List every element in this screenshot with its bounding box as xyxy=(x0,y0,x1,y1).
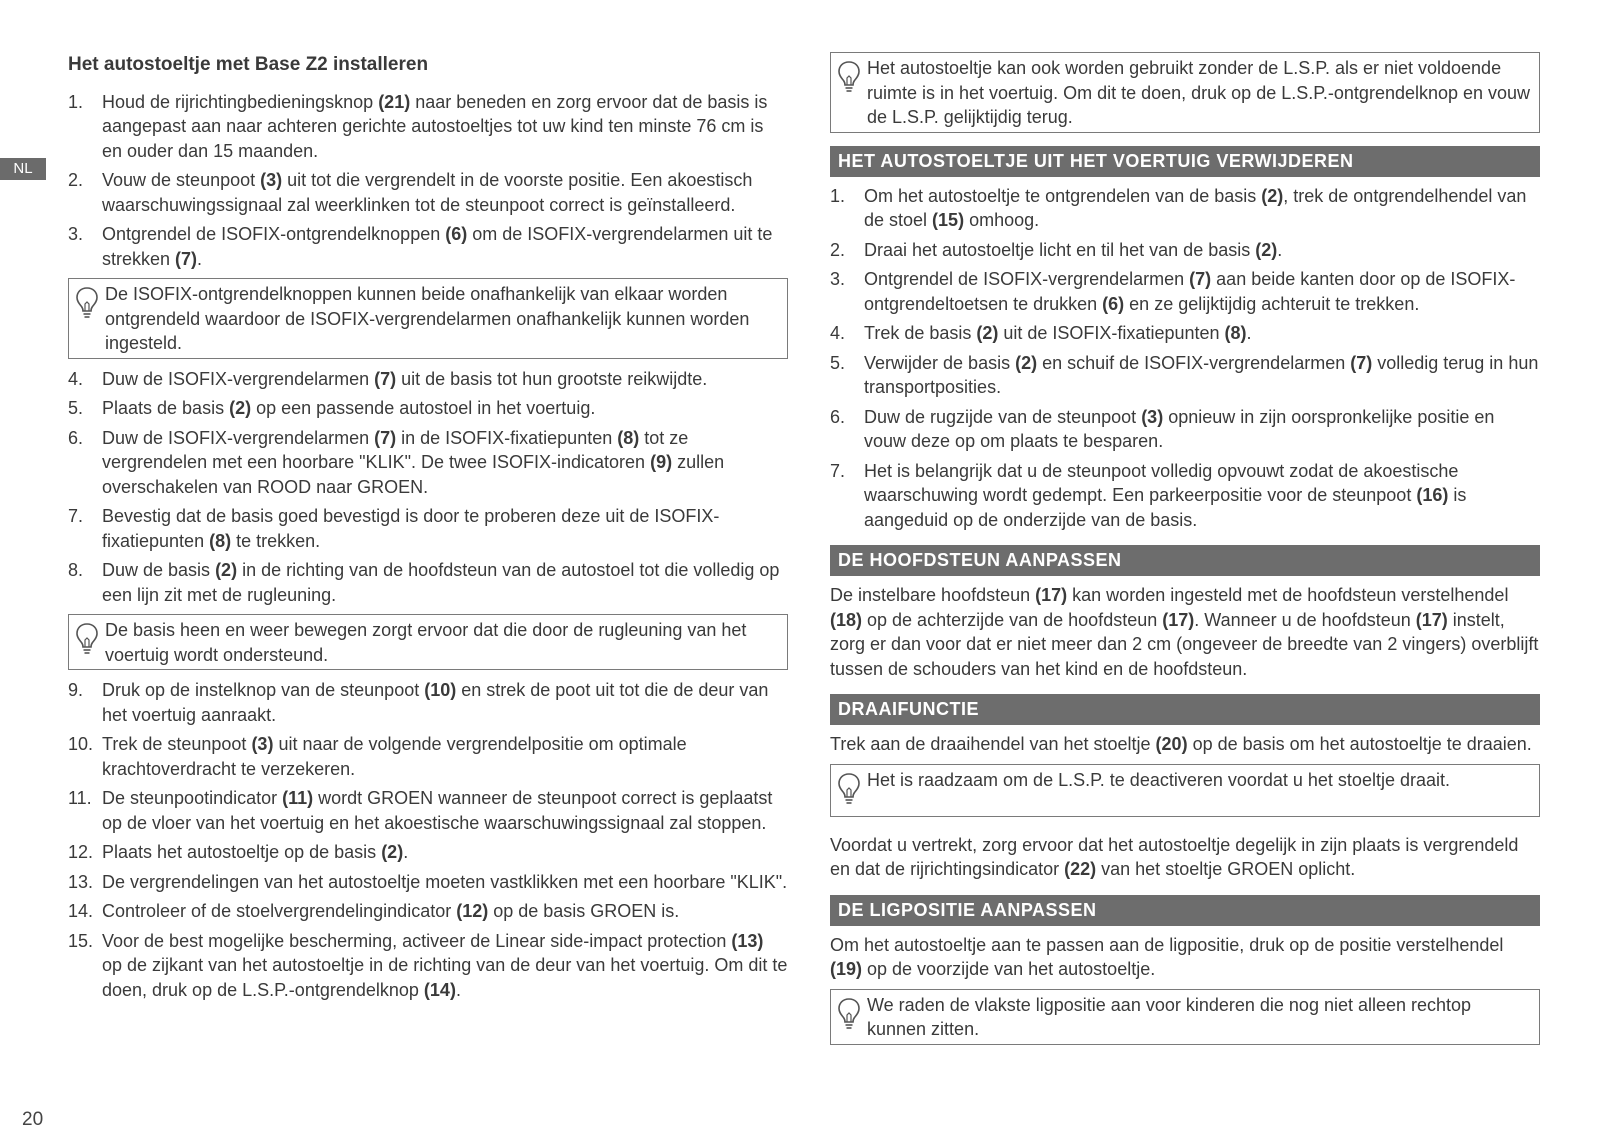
step-item xyxy=(68,870,788,895)
step-text: Vouw de steunpoot (3) uit tot die vergrendelt in de voorste positie. Een akoestisch waarschuwingssignaal zal weerklinken tot de steunpoot correct is geïnstalleerd. xyxy=(102,170,753,215)
step-text: Duw de ISOFIX-vergrendelarmen (7) uit de basis tot hun grootste reikwijdte. xyxy=(102,368,708,389)
step-text: Het is belangrijk dat u de steunpoot volledig opvouwt zodat de akoestische waarschuwing wordt gedempt. Een parkeerpositie voor de steunpoot (16) is aangeduid op de onderzijde van de basis. xyxy=(864,460,1467,530)
part-reference: (6) xyxy=(1102,293,1125,314)
step-text: Ontgrendel de ISOFIX-vergrendelarmen (7) aan beide kanten door op de ISOFIX-ontgrendeltoetsen te drukken (6) en ze gelijktijdig achteruit te trekken. xyxy=(864,269,1516,314)
headrest-paragraph: De instelbare hoofdsteun (17) kan worden ingesteld met de hoofdsteun verstelhendel (18) op de achterzijde van de hoofdsteun (17). Wanneer u de hoofdsteun (17) instelt, zorg er dan voor dat er niet meer dan 2 cm (ongeveer de breedte van 2 vingers) overblijft tussen de schouders van het kind en de hoofdsteun. xyxy=(830,585,1539,679)
tip-box xyxy=(830,52,1540,133)
step-item xyxy=(830,184,1540,233)
step-number: 1. xyxy=(830,185,846,206)
part-reference: (2) xyxy=(381,842,404,862)
lightbulb-icon xyxy=(837,60,861,94)
part-reference: (11) xyxy=(282,788,314,808)
lightbulb-icon xyxy=(837,772,861,806)
part-reference: (16) xyxy=(1416,485,1449,505)
step-number: 14. xyxy=(68,901,94,921)
tip-box xyxy=(830,764,1540,817)
tip-text: We raden de vlakste ligpositie aan voor kinderen die nog niet alleen rechtop kunnen zitten. xyxy=(867,994,1472,1039)
step-text: Houd de rijrichtingbedieningsknop (21) naar beneden en zorg ervoor dat de basis is aangepast aan naar achteren gerichte autostoeltjes tot uw kind ten minste 76 cm is en ouder dan 15 maanden. xyxy=(102,91,768,161)
part-reference: (7) xyxy=(1350,352,1373,373)
step-number: 2. xyxy=(830,239,846,260)
step-item xyxy=(830,459,1540,533)
part-reference: (2) xyxy=(1261,185,1284,206)
lightbulb-icon xyxy=(75,622,99,656)
part-reference: (2) xyxy=(215,560,238,580)
step-item xyxy=(68,678,788,727)
step-item xyxy=(830,238,1540,263)
step-number: 6. xyxy=(830,406,846,427)
step-text: Verwijder de basis (2) en schuif de ISOFIX-vergrendelarmen (7) volledig terug in hun transportposities. xyxy=(864,352,1539,397)
step-item xyxy=(68,222,788,271)
step-text: De steunpootindicator (11) wordt GROEN wanneer de steunpoot correct is geplaatst op de vloer van het voertuig en het akoestische waarschuwingssignaal zal stoppen. xyxy=(102,788,773,833)
section-heading-install: Het autostoeltje met Base Z2 installeren xyxy=(68,54,429,75)
step-text: Duw de basis (2) in de richting van de hoofdsteun van de autostoel tot die volledig op een lijn zit met de rugleuning. xyxy=(102,560,780,605)
step-number: 3. xyxy=(68,224,84,244)
step-item xyxy=(68,426,788,500)
part-reference: (2) xyxy=(1015,352,1038,373)
step-text: Druk op de instelknop van de steunpoot (10) en strek de poot uit tot die de deur van het voertuig aanraakt. xyxy=(102,680,769,725)
step-item xyxy=(68,504,788,553)
step-item xyxy=(68,367,788,392)
step-item xyxy=(68,90,788,164)
step-item xyxy=(68,168,788,217)
step-number: 11. xyxy=(68,788,92,808)
step-text: Trek de basis (2) uit de ISOFIX-fixatiepunten (8). xyxy=(864,323,1252,343)
step-item xyxy=(68,840,788,865)
part-reference: (17) xyxy=(1415,609,1448,630)
tip-text: Het autostoeltje kan ook worden gebruikt zonder de L.S.P. als er niet voldoende ruimte is in het voertuig. Om dit te doen, druk op de L.S.P.-ontgrendelknop en vouw de L.S.P. gelijktijdig terug. xyxy=(867,58,1531,127)
part-reference: (21) xyxy=(378,91,411,112)
step-number: 6. xyxy=(68,427,84,448)
step-item xyxy=(68,732,788,781)
step-item xyxy=(830,351,1540,400)
tip-text: De basis heen en weer bewegen zorgt ervoor dat die door de rugleuning van het voertuig wordt ondersteund. xyxy=(105,620,747,665)
part-reference: (19) xyxy=(830,959,863,979)
install-steps-c xyxy=(68,678,788,1002)
part-reference: (7) xyxy=(175,248,198,269)
tip-box xyxy=(68,278,788,359)
step-text: Trek de steunpoot (3) uit naar de volgende vergrendelpositie om optimale krachtoverdracht te verzekeren. xyxy=(102,734,687,779)
step-text: Duw de ISOFIX-vergrendelarmen (7) in de ISOFIX-fixatiepunten (8) tot ze vergrendelen met een hoorbare "KLIK". De twee ISOFIX-indicatoren (9) zullen overschakelen van ROOD naar GROEN. xyxy=(102,427,725,497)
part-reference: (3) xyxy=(260,170,283,190)
part-reference: (17) xyxy=(1162,609,1195,630)
step-text: Ontgrendel de ISOFIX-ontgrendelknoppen (6) om de ISOFIX-vergrendelarmen uit te strekken (7). xyxy=(102,224,773,269)
section-bar-remove: HET AUTOSTOELTJE UIT HET VOERTUIG VERWIJDEREN xyxy=(830,146,1540,177)
part-reference: (10) xyxy=(424,680,457,700)
step-number: 15. xyxy=(68,930,94,951)
step-text: Plaats de basis (2) op een passende autostoel in het voertuig. xyxy=(102,398,596,418)
language-tab: NL xyxy=(0,158,46,180)
step-item xyxy=(830,321,1540,346)
step-item xyxy=(68,558,788,607)
lightbulb-icon xyxy=(75,286,99,320)
rotate-after-paragraph: Voordat u vertrekt, zorg ervoor dat het autostoeltje degelijk in zijn plaats is vergrendeld en dat de rijrichtingsindicator (22) van het stoeltje GROEN oplicht. xyxy=(830,834,1519,879)
page-number: 20 xyxy=(22,1109,44,1130)
step-text: De vergrendelingen van het autostoeltje moeten vastklikken met een hoorbare "KLIK". xyxy=(102,871,788,892)
lightbulb-icon xyxy=(837,997,861,1031)
part-reference: (8) xyxy=(209,530,232,551)
step-number: 7. xyxy=(68,506,84,526)
step-text: Om het autostoeltje te ontgrendelen van de basis (2), trek de ontgrendelhendel van de stoel (15) omhoog. xyxy=(864,185,1527,230)
part-reference: (2) xyxy=(1255,239,1278,260)
rotate-paragraph: Trek aan de draaihendel van het stoeltje (20) op de basis om het autostoeltje te draaien. xyxy=(830,734,1532,754)
step-number: 5. xyxy=(830,352,846,373)
step-number: 5. xyxy=(68,398,84,418)
tip-box xyxy=(830,989,1540,1045)
step-text: Draai het autostoeltje licht en til het van de basis (2). xyxy=(864,239,1283,260)
part-reference: (2) xyxy=(229,398,252,418)
step-text: Plaats het autostoeltje op de basis (2). xyxy=(102,842,409,862)
part-reference: (7) xyxy=(1189,269,1212,289)
right-column xyxy=(830,52,1540,1053)
step-number: 2. xyxy=(68,170,84,190)
step-number: 4. xyxy=(68,368,84,389)
section-bar-rotate: DRAAIFUNCTIE xyxy=(830,694,1540,725)
step-item xyxy=(830,405,1540,454)
step-number: 1. xyxy=(68,91,84,112)
step-text: Bevestig dat de basis goed bevestigd is door te proberen deze uit de ISOFIX-fixatiepunten (8) te trekken. xyxy=(102,506,720,551)
install-steps-b xyxy=(68,367,788,608)
remove-steps xyxy=(830,184,1540,533)
part-reference: (22) xyxy=(1064,859,1097,879)
step-number: 3. xyxy=(830,269,846,289)
part-reference: (20) xyxy=(1155,734,1188,754)
step-text: Controleer of de stoelvergrendelingindicator (12) op de basis GROEN is. xyxy=(102,901,680,921)
part-reference: (18) xyxy=(830,609,863,630)
part-reference: (7) xyxy=(374,427,397,448)
tip-text: Het is raadzaam om de L.S.P. te deactiveren voordat u het stoeltje draait. xyxy=(867,769,1450,790)
step-number: 13. xyxy=(68,871,94,892)
part-reference: (9) xyxy=(650,452,673,472)
step-number: 4. xyxy=(830,323,846,343)
part-reference: (12) xyxy=(456,901,489,921)
step-number: 9. xyxy=(68,680,84,700)
tip-text: De ISOFIX-ontgrendelknoppen kunnen beide onafhankelijk van elkaar worden ontgrendeld waardoor de ISOFIX-vergrendelarmen onafhankelijk kunnen worden ingesteld. xyxy=(105,284,750,353)
recline-paragraph: Om het autostoeltje aan te passen aan de ligpositie, druk op de positie verstelhendel (19) op de voorzijde van het autostoeltje. xyxy=(830,934,1504,979)
install-steps-a xyxy=(68,90,788,272)
part-reference: (13) xyxy=(731,930,764,951)
step-item xyxy=(830,267,1540,316)
part-reference: (15) xyxy=(932,210,965,230)
part-reference: (8) xyxy=(617,427,640,448)
part-reference: (3) xyxy=(251,734,274,754)
step-item xyxy=(68,899,788,924)
part-reference: (7) xyxy=(374,368,397,389)
step-item xyxy=(68,786,788,835)
part-reference: (6) xyxy=(445,224,468,244)
step-number: 12. xyxy=(68,842,94,862)
part-reference: (17) xyxy=(1035,585,1068,605)
part-reference: (2) xyxy=(976,323,999,343)
part-reference: (8) xyxy=(1224,323,1247,343)
tip-box xyxy=(68,614,788,670)
left-column xyxy=(68,52,788,1007)
step-number: 7. xyxy=(830,460,846,481)
step-item xyxy=(68,396,788,421)
step-text: Voor de best mogelijke bescherming, activeer de Linear side-impact protection (13) op de zijkant van het autostoeltje in de richting van de deur van het voertuig. Om dit te doen, druk op de L.S.P.-ontgrendelknop (14). xyxy=(102,930,788,1000)
part-reference: (14) xyxy=(423,979,456,1000)
step-text: Duw de rugzijde van de steunpoot (3) opnieuw in zijn oorspronkelijke positie en vouw deze op om plaats te besparen. xyxy=(864,406,1495,451)
section-bar-recline: DE LIGPOSITIE AANPASSEN xyxy=(830,895,1540,926)
step-item xyxy=(68,929,788,1003)
step-number: 10. xyxy=(68,734,94,754)
step-number: 8. xyxy=(68,560,84,580)
section-bar-headrest: DE HOOFDSTEUN AANPASSEN xyxy=(830,545,1540,576)
part-reference: (3) xyxy=(1141,406,1164,427)
